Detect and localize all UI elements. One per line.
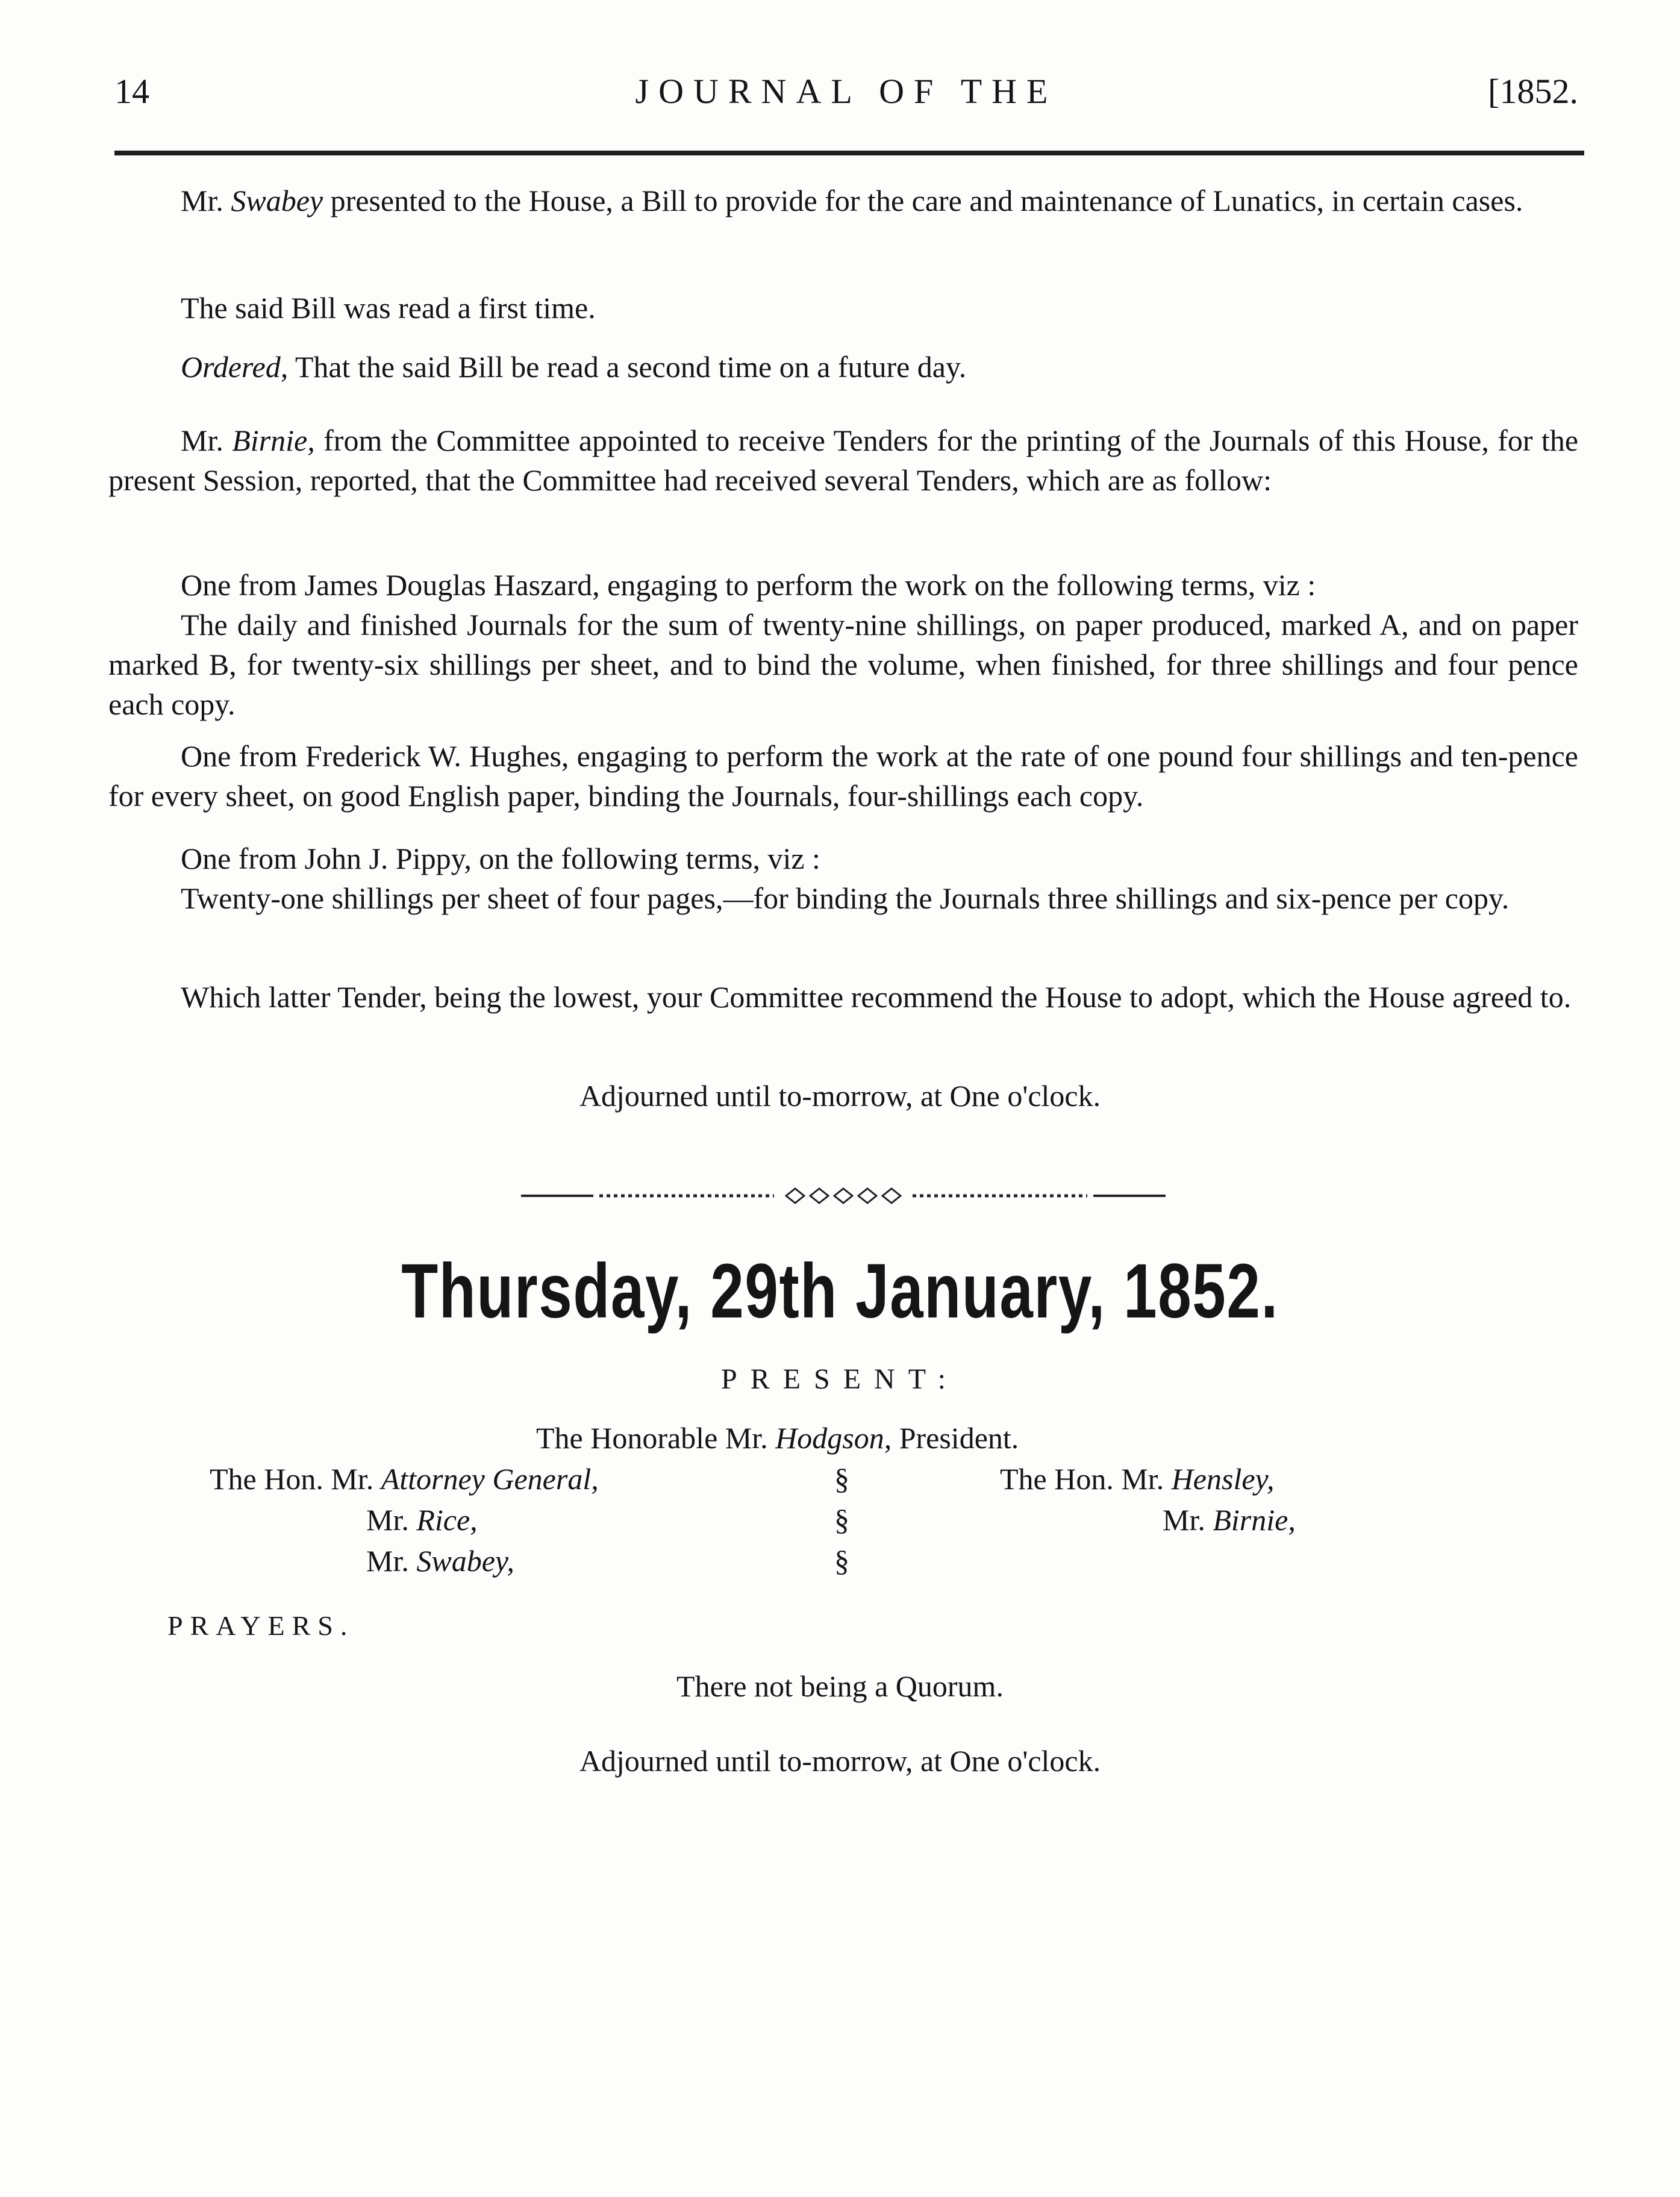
paragraph-committee-report: Mr. Birnie, from the Committee appointed to receive Tenders for the printing of the Journals of this House, for the present Session, reported, that the Committee had received several Tenders, which are as follow: (108, 423, 1579, 497)
paragraph-first-reading: The said Bill was read a first time. (181, 291, 596, 325)
adjournment-note: Adjourned until to-morrow, at One o'clock. (579, 1079, 1101, 1113)
president-name: Hodgson, (775, 1421, 892, 1455)
adjournment-note-2: Adjourned until to-morrow, at One o'clock. (579, 1744, 1101, 1778)
section-mark: § (834, 1503, 849, 1537)
date-heading: Thursday, 29th January, 1852. (401, 1248, 1279, 1334)
member-right-2: Mr. Birnie, (1163, 1503, 1296, 1537)
header-rule (114, 151, 1584, 155)
member-left-2: Mr. Rice, (366, 1503, 478, 1537)
page-number: 14 (114, 72, 149, 111)
no-quorum-note: There not being a Quorum. (676, 1669, 1004, 1703)
member-left-1: The Hon. Mr. Attorney General, (210, 1462, 599, 1496)
page-header (114, 71, 1578, 125)
paragraph-ordered: Ordered, That the said Bill be read a second time on a future day. (181, 350, 967, 384)
president-line: The Honorable Mr. Hodgson, President. (536, 1421, 1019, 1455)
paragraph-haszard-terms: The daily and finished Journals for the sum of twenty-nine shillings, on paper produced, marked A, and on paper marked B, for twenty-six shillings per sheet, and to bind the volume, when finished, for three shillings and four pence each copy. (108, 608, 1578, 721)
paragraph-tender-hughes: One from Frederick W. Hughes, engaging to perform the work at the rate of one pound four shillings and ten-pence for every sheet, on good English paper, binding the Journals, four-shillings each copy. (108, 739, 1578, 813)
section-mark: § (834, 1544, 849, 1578)
ordered-label: Ordered, (181, 350, 289, 384)
paragraph-bill-presented: Mr. Swabey presented to the House, a Bill to provide for the care and maintenance of Lunatics, in certain cases. (181, 184, 1523, 217)
paragraph-pippy-terms: Twenty-one shillings per sheet of four pages,—for binding the Journals three shillings and six-pence per copy. (181, 881, 1510, 915)
present-heading: PRESENT: (721, 1363, 959, 1395)
header-year: [1852. (1488, 72, 1578, 111)
ornamental-divider (521, 1187, 1166, 1205)
prayers-label: PRAYERS. (167, 1610, 355, 1641)
paragraph-recommendation: Which latter Tender, being the lowest, your Committee recommend the House to adopt, which the House agreed to. (181, 980, 1572, 1014)
section-mark: § (834, 1462, 849, 1496)
paragraph-tender-haszard: One from James Douglas Haszard, engaging to perform the work on the following terms, viz : (181, 568, 1316, 602)
member-right-1: The Hon. Mr. Hensley, (1000, 1462, 1275, 1496)
member-name: Swabey (231, 184, 323, 217)
member-name: Birnie, (232, 423, 315, 457)
member-left-3: Mr. Swabey, (366, 1544, 514, 1578)
paragraph-tender-pippy: One from John J. Pippy, on the following terms, viz : (181, 842, 820, 875)
running-title: JOURNAL OF THE (635, 72, 1058, 111)
